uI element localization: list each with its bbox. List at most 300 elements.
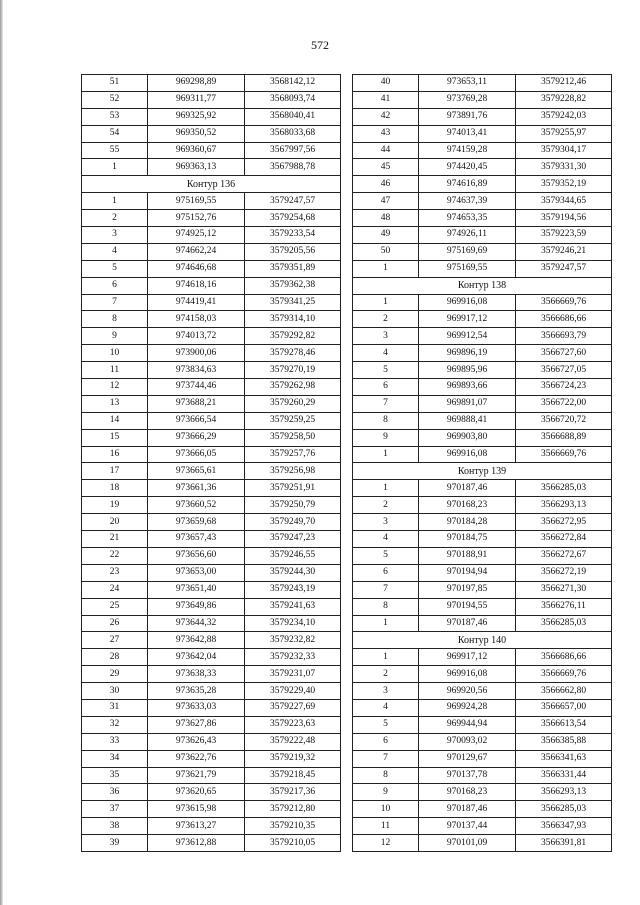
x-coordinate-cell: 973635,28 [148,683,245,700]
point-number-cell: 3 [353,328,419,345]
x-coordinate-cell: 973620,65 [148,784,245,801]
y-coordinate-cell: 3579223,59 [516,227,612,244]
x-coordinate-cell: 974646,68 [148,260,245,277]
y-coordinate-cell: 3579331,30 [516,159,612,176]
table-row [353,328,612,345]
x-coordinate-cell: 973666,54 [148,412,245,429]
table-row [82,311,341,328]
y-coordinate-cell: 3579205,56 [245,243,341,260]
point-number-cell: 8 [353,598,419,615]
contour-title: Контур 139 [353,463,612,480]
x-coordinate-cell: 970168,23 [419,784,516,801]
point-number-cell: 11 [82,362,148,379]
y-coordinate-cell: 3566669,76 [516,666,612,683]
table-row [353,362,612,379]
x-coordinate-cell: 973900,06 [148,345,245,362]
point-number-cell: 4 [82,243,148,260]
y-coordinate-cell: 3566688,89 [516,429,612,446]
y-coordinate-cell: 3566285,03 [516,615,612,632]
point-number-cell: 7 [353,581,419,598]
table-row [82,243,341,260]
y-coordinate-cell: 3566720,72 [516,412,612,429]
point-number-cell: 53 [82,108,148,125]
y-coordinate-cell: 3579304,17 [516,142,612,159]
x-coordinate-cell: 973633,03 [148,699,245,716]
x-coordinate-cell: 973613,27 [148,818,245,835]
y-coordinate-cell: 3579210,05 [245,835,341,852]
point-number-cell: 32 [82,716,148,733]
point-number-cell: 25 [82,598,148,615]
table-row [82,818,341,835]
table-row [353,125,612,142]
x-coordinate-cell: 969903,80 [419,429,516,446]
y-coordinate-cell: 3579212,46 [516,75,612,92]
x-coordinate-cell: 973653,00 [148,564,245,581]
x-coordinate-cell: 970187,46 [419,801,516,818]
table-row [353,564,612,581]
point-number-cell: 7 [82,294,148,311]
table-row [82,193,341,210]
y-coordinate-cell: 3579212,80 [245,801,341,818]
y-coordinate-cell: 3579247,57 [245,193,341,210]
y-coordinate-cell: 3579234,10 [245,615,341,632]
y-coordinate-cell: 3566272,67 [516,547,612,564]
point-number-cell: 1 [353,294,419,311]
x-coordinate-cell: 969893,66 [419,379,516,396]
point-number-cell: 9 [353,784,419,801]
y-coordinate-cell: 3579259,25 [245,412,341,429]
x-coordinate-cell: 969944,94 [419,716,516,733]
x-coordinate-cell: 974662,24 [148,243,245,260]
y-coordinate-cell: 3579257,76 [245,446,341,463]
point-number-cell: 16 [82,446,148,463]
point-number-cell: 5 [353,716,419,733]
x-coordinate-cell: 970137,44 [419,818,516,835]
x-coordinate-cell: 974158,03 [148,311,245,328]
table-row [82,649,341,666]
y-coordinate-cell: 3566272,19 [516,564,612,581]
table-row [82,260,341,277]
contour-title: Контур 136 [82,176,341,193]
y-coordinate-cell: 3566271,30 [516,581,612,598]
y-coordinate-cell: 3579256,98 [245,463,341,480]
table-row [353,581,612,598]
y-coordinate-cell: 3579210,35 [245,818,341,835]
x-coordinate-cell: 973642,04 [148,649,245,666]
y-coordinate-cell: 3579246,21 [516,243,612,260]
y-coordinate-cell: 3566727,60 [516,345,612,362]
y-coordinate-cell: 3579250,79 [245,497,341,514]
table-row [353,497,612,514]
table-row [353,446,612,463]
y-coordinate-cell: 3579232,33 [245,649,341,666]
table-row [353,767,612,784]
point-number-cell: 18 [82,480,148,497]
contour-header-row [82,176,341,193]
y-coordinate-cell: 3579246,55 [245,547,341,564]
x-coordinate-cell: 974926,11 [419,227,516,244]
table-row [82,666,341,683]
point-number-cell: 7 [353,395,419,412]
point-number-cell: 21 [82,531,148,548]
y-coordinate-cell: 3579247,23 [245,531,341,548]
point-number-cell: 9 [82,328,148,345]
table-row [82,463,341,480]
table-row [353,412,612,429]
point-number-cell: 47 [353,193,419,210]
point-number-cell: 26 [82,615,148,632]
x-coordinate-cell: 973665,61 [148,463,245,480]
x-coordinate-cell: 970197,85 [419,581,516,598]
point-number-cell: 8 [82,311,148,328]
table-row [82,429,341,446]
x-coordinate-cell: 970194,94 [419,564,516,581]
y-coordinate-cell: 3567997,56 [245,142,341,159]
x-coordinate-cell: 975169,69 [419,243,516,260]
table-row [82,514,341,531]
y-coordinate-cell: 3579258,50 [245,429,341,446]
table-row [82,547,341,564]
y-coordinate-cell: 3579219,32 [245,750,341,767]
x-coordinate-cell: 969912,54 [419,328,516,345]
y-coordinate-cell: 3579227,69 [245,699,341,716]
point-number-cell: 6 [353,733,419,750]
point-number-cell: 1 [353,446,419,463]
x-coordinate-cell: 974637,39 [419,193,516,210]
y-coordinate-cell: 3579260,29 [245,395,341,412]
point-number-cell: 2 [82,210,148,227]
table-row [353,733,612,750]
y-coordinate-cell: 3579344,65 [516,193,612,210]
table-row [353,514,612,531]
page-number: 572 [311,38,329,52]
point-number-cell: 39 [82,835,148,852]
y-coordinate-cell: 3579242,03 [516,108,612,125]
x-coordinate-cell: 973612,88 [148,835,245,852]
point-number-cell: 10 [353,801,419,818]
y-coordinate-cell: 3579352,19 [516,176,612,193]
contour-title: Контур 140 [353,632,612,649]
y-coordinate-cell: 3568093,74 [245,91,341,108]
x-coordinate-cell: 974419,41 [148,294,245,311]
table-row [82,108,341,125]
point-number-cell: 29 [82,666,148,683]
point-number-cell: 50 [353,243,419,260]
x-coordinate-cell: 973769,28 [419,91,516,108]
table-row [353,429,612,446]
point-number-cell: 1 [353,480,419,497]
y-coordinate-cell: 3579278,46 [245,345,341,362]
y-coordinate-cell: 3579222,48 [245,733,341,750]
x-coordinate-cell: 970187,46 [419,615,516,632]
y-coordinate-cell: 3579314,10 [245,311,341,328]
x-coordinate-cell: 973642,88 [148,632,245,649]
point-number-cell: 48 [353,210,419,227]
y-coordinate-cell: 3579243,19 [245,581,341,598]
y-coordinate-cell: 3579292,82 [245,328,341,345]
table-row [82,784,341,801]
point-number-cell: 5 [353,547,419,564]
table-row [353,395,612,412]
x-coordinate-cell: 969350,52 [148,125,245,142]
y-coordinate-cell: 3579241,63 [245,598,341,615]
x-coordinate-cell: 970129,67 [419,750,516,767]
table-row [353,835,612,852]
contour-header-row [353,277,612,294]
x-coordinate-cell: 973657,43 [148,531,245,548]
table-row [82,699,341,716]
x-coordinate-cell: 973688,21 [148,395,245,412]
y-coordinate-cell: 3566293,13 [516,497,612,514]
x-coordinate-cell: 973659,68 [148,514,245,531]
x-coordinate-cell: 973666,29 [148,429,245,446]
table-row [82,328,341,345]
point-number-cell: 2 [353,497,419,514]
point-number-cell: 4 [353,345,419,362]
point-number-cell: 6 [353,379,419,396]
y-coordinate-cell: 3566331,44 [516,767,612,784]
y-coordinate-cell: 3579270,19 [245,362,341,379]
point-number-cell: 23 [82,564,148,581]
x-coordinate-cell: 969888,41 [419,412,516,429]
y-coordinate-cell: 3579251,91 [245,480,341,497]
x-coordinate-cell: 975152,76 [148,210,245,227]
table-row [82,615,341,632]
x-coordinate-cell: 974653,35 [419,210,516,227]
y-coordinate-cell: 3566613,54 [516,716,612,733]
x-coordinate-cell: 975169,55 [419,260,516,277]
table-row [82,581,341,598]
table-row [82,412,341,429]
x-coordinate-cell: 973638,33 [148,666,245,683]
point-number-cell: 24 [82,581,148,598]
y-coordinate-cell: 3568142,12 [245,75,341,92]
y-coordinate-cell: 3566385,88 [516,733,612,750]
y-coordinate-cell: 3568040,41 [245,108,341,125]
y-coordinate-cell: 3566391,81 [516,835,612,852]
coordinates-table-right [352,74,612,852]
point-number-cell: 19 [82,497,148,514]
x-coordinate-cell: 970137,78 [419,767,516,784]
table-row [353,142,612,159]
x-coordinate-cell: 974159,28 [419,142,516,159]
table-row [353,750,612,767]
y-coordinate-cell: 3566669,76 [516,446,612,463]
x-coordinate-cell: 970168,23 [419,497,516,514]
table-row [353,294,612,311]
x-coordinate-cell: 970101,09 [419,835,516,852]
y-coordinate-cell: 3566347,93 [516,818,612,835]
table-row [82,632,341,649]
y-coordinate-cell: 3579218,45 [245,767,341,784]
x-coordinate-cell: 973621,79 [148,767,245,784]
table-row [353,260,612,277]
table-row [82,142,341,159]
point-number-cell: 3 [82,227,148,244]
table-row [353,547,612,564]
point-number-cell: 31 [82,699,148,716]
point-number-cell: 41 [353,91,419,108]
x-coordinate-cell: 969920,56 [419,683,516,700]
y-coordinate-cell: 3566686,66 [516,649,612,666]
point-number-cell: 1 [353,649,419,666]
table-row [82,362,341,379]
x-coordinate-cell: 970093,02 [419,733,516,750]
point-number-cell: 27 [82,632,148,649]
x-coordinate-cell: 973661,36 [148,480,245,497]
table-row [82,750,341,767]
y-coordinate-cell: 3566285,03 [516,801,612,818]
point-number-cell: 54 [82,125,148,142]
x-coordinate-cell: 969360,67 [148,142,245,159]
table-row [82,277,341,294]
y-coordinate-cell: 3566276,11 [516,598,612,615]
x-coordinate-cell: 973615,98 [148,801,245,818]
table-row [353,108,612,125]
point-number-cell: 12 [353,835,419,852]
point-number-cell: 44 [353,142,419,159]
y-coordinate-cell: 3579194,56 [516,210,612,227]
contour-title: Контур 138 [353,277,612,294]
x-coordinate-cell: 969891,07 [419,395,516,412]
coordinates-table-left [81,74,341,852]
scan-edge-shadow [0,0,3,905]
x-coordinate-cell: 969325,92 [148,108,245,125]
table-row [353,193,612,210]
point-number-cell: 42 [353,108,419,125]
x-coordinate-cell: 969916,08 [419,446,516,463]
table-row [353,159,612,176]
y-coordinate-cell: 3566285,03 [516,480,612,497]
x-coordinate-cell: 973656,60 [148,547,245,564]
point-number-cell: 9 [353,429,419,446]
y-coordinate-cell: 3579249,70 [245,514,341,531]
point-number-cell: 2 [353,311,419,328]
x-coordinate-cell: 973834,63 [148,362,245,379]
x-coordinate-cell: 970184,75 [419,531,516,548]
y-coordinate-cell: 3566724,23 [516,379,612,396]
point-number-cell: 4 [353,699,419,716]
y-coordinate-cell: 3579262,98 [245,379,341,396]
table-row [353,75,612,92]
table-row [82,227,341,244]
table-row [353,666,612,683]
y-coordinate-cell: 3579351,89 [245,260,341,277]
point-number-cell: 1 [353,615,419,632]
point-number-cell: 49 [353,227,419,244]
table-row [353,801,612,818]
table-row [353,818,612,835]
x-coordinate-cell: 973660,52 [148,497,245,514]
table-row [82,125,341,142]
table-row [82,598,341,615]
x-coordinate-cell: 973626,43 [148,733,245,750]
table-row [353,91,612,108]
point-number-cell: 13 [82,395,148,412]
table-row [82,801,341,818]
x-coordinate-cell: 974420,45 [419,159,516,176]
table-row [353,243,612,260]
x-coordinate-cell: 973653,11 [419,75,516,92]
point-number-cell: 15 [82,429,148,446]
y-coordinate-cell: 3566657,00 [516,699,612,716]
point-number-cell: 35 [82,767,148,784]
y-coordinate-cell: 3579255,97 [516,125,612,142]
y-coordinate-cell: 3579247,57 [516,260,612,277]
table-row [82,683,341,700]
table-row [353,784,612,801]
table-row [82,767,341,784]
x-coordinate-cell: 973627,86 [148,716,245,733]
table-row [82,395,341,412]
point-number-cell: 51 [82,75,148,92]
point-number-cell: 12 [82,379,148,396]
y-coordinate-cell: 3579362,38 [245,277,341,294]
x-coordinate-cell: 969916,08 [419,666,516,683]
y-coordinate-cell: 3579228,82 [516,91,612,108]
y-coordinate-cell: 3566272,95 [516,514,612,531]
point-number-cell: 36 [82,784,148,801]
y-coordinate-cell: 3579223,63 [245,716,341,733]
x-coordinate-cell: 973644,32 [148,615,245,632]
point-number-cell: 34 [82,750,148,767]
point-number-cell: 38 [82,818,148,835]
point-number-cell: 52 [82,91,148,108]
x-coordinate-cell: 969311,77 [148,91,245,108]
point-number-cell: 10 [82,345,148,362]
point-number-cell: 22 [82,547,148,564]
table-row [82,345,341,362]
y-coordinate-cell: 3568033,68 [245,125,341,142]
x-coordinate-cell: 974013,41 [419,125,516,142]
x-coordinate-cell: 969917,12 [419,649,516,666]
y-coordinate-cell: 3579244,30 [245,564,341,581]
x-coordinate-cell: 973649,86 [148,598,245,615]
y-coordinate-cell: 3579229,40 [245,683,341,700]
x-coordinate-cell: 970194,55 [419,598,516,615]
y-coordinate-cell: 3566722,00 [516,395,612,412]
table-row [353,480,612,497]
point-number-cell: 7 [353,750,419,767]
x-coordinate-cell: 973891,76 [419,108,516,125]
x-coordinate-cell: 974618,16 [148,277,245,294]
y-coordinate-cell: 3566272,84 [516,531,612,548]
contour-header-row [353,463,612,480]
x-coordinate-cell: 969917,12 [419,311,516,328]
point-number-cell: 46 [353,176,419,193]
y-coordinate-cell: 3566693,79 [516,328,612,345]
table-row [353,345,612,362]
y-coordinate-cell: 3579254,68 [245,210,341,227]
y-coordinate-cell: 3579233,54 [245,227,341,244]
x-coordinate-cell: 974013,72 [148,328,245,345]
table-row [82,531,341,548]
table-row [353,615,612,632]
point-number-cell: 28 [82,649,148,666]
table-row [353,379,612,396]
table-row [82,733,341,750]
point-number-cell: 6 [353,564,419,581]
x-coordinate-cell: 970187,46 [419,480,516,497]
x-coordinate-cell: 970184,28 [419,514,516,531]
point-number-cell: 3 [353,514,419,531]
table-row [82,497,341,514]
table-row [353,683,612,700]
point-number-cell: 33 [82,733,148,750]
point-number-cell: 11 [353,818,419,835]
table-row [82,716,341,733]
x-coordinate-cell: 973651,40 [148,581,245,598]
